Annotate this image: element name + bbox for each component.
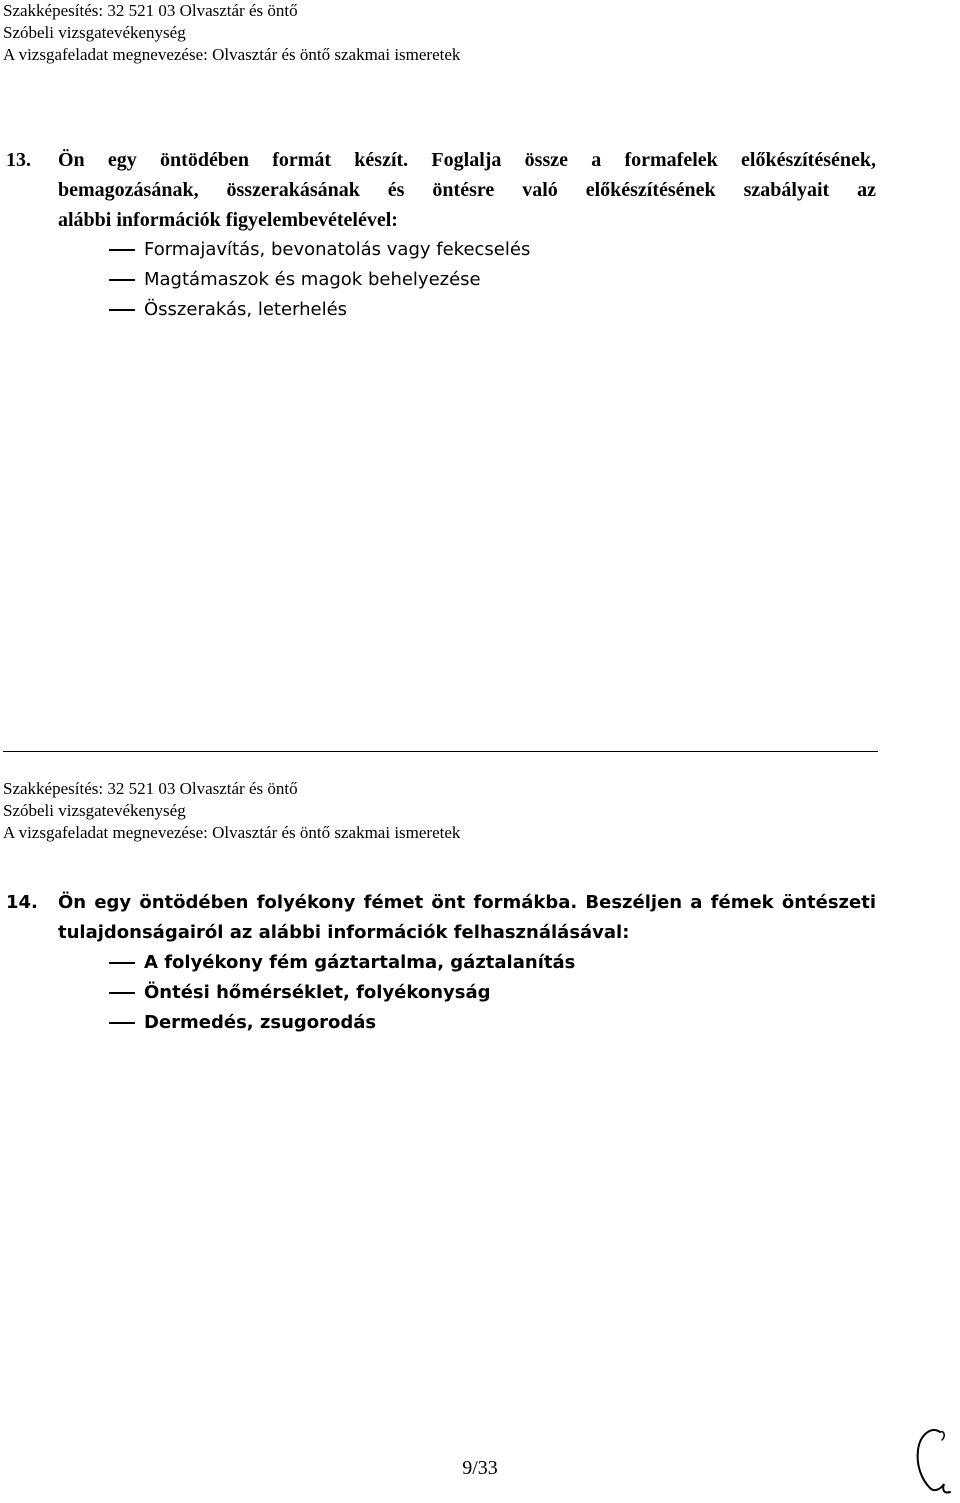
header-exam-activity: Szóbeli vizsgatevékenység (3, 801, 186, 820)
list-item (6, 1008, 876, 1038)
question-14-text-2: tulajdonságairól az alábbi információk felhasználásával: (58, 922, 630, 943)
question-14 (6, 888, 876, 1038)
list-item (6, 265, 876, 295)
signature-icon (910, 1420, 958, 1500)
dash-bullet-icon (109, 279, 135, 281)
question-14-line-2 (6, 918, 876, 948)
dash-bullet-icon (109, 992, 135, 994)
page-header-top (3, 0, 460, 66)
dash-bullet-icon (109, 309, 135, 311)
list-item (6, 295, 876, 325)
list-item-text: Öntési hőmérséklet, folyékonyság (144, 982, 491, 1003)
list-item-text: A folyékony fém gáztartalma, gáztalanítás (144, 952, 576, 973)
question-13-text-3: alábbi információk figyelembevételével: (58, 209, 398, 231)
dash-bullet-icon (109, 962, 135, 964)
question-13 (6, 145, 876, 325)
list-item (6, 235, 876, 265)
list-item-text: Összerakás, leterhelés (144, 299, 348, 320)
page-number: 9/33 (462, 1457, 498, 1479)
question-14-line-1 (6, 888, 876, 918)
header-task-name: A vizsgafeladat megnevezése: Olvasztár és öntő szakmai ismeretek (3, 45, 461, 64)
question-13-number: 13. (6, 149, 31, 171)
header-qualification: Szakképesítés: 32 521 03 Olvasztár és öntő (3, 1, 298, 20)
question-14-text-1: Ön egy öntödében folyékony fémet önt formákba. Beszéljen a fémek öntészeti (58, 892, 876, 913)
header-exam-activity: Szóbeli vizsgatevékenység (3, 23, 186, 42)
page-break-rule (3, 751, 878, 752)
question-13-text-2: bemagozásának, összerakásának és öntésre való előkészítésének szabályait az (58, 179, 876, 201)
dash-bullet-icon (109, 249, 135, 251)
page-header-bottom (3, 778, 460, 844)
question-14-number: 14. (6, 892, 38, 913)
question-13-line-2 (6, 175, 876, 205)
list-item (6, 948, 876, 978)
list-item-text: Dermedés, zsugorodás (144, 1012, 377, 1033)
header-qualification: Szakképesítés: 32 521 03 Olvasztár és öntő (3, 779, 298, 798)
question-13-line-3 (6, 205, 876, 235)
question-13-line-1 (6, 145, 876, 175)
list-item (6, 978, 876, 1008)
question-13-text-1: Ön egy öntödében formát készít. Foglalja össze a formafelek előkészítésének, (58, 149, 876, 171)
list-item-text: Magtámaszok és magok behelyezése (144, 269, 481, 290)
list-item-text: Formajavítás, bevonatolás vagy fekecselés (144, 239, 531, 260)
dash-bullet-icon (109, 1022, 135, 1024)
header-task-name: A vizsgafeladat megnevezése: Olvasztár és öntő szakmai ismeretek (3, 823, 461, 842)
